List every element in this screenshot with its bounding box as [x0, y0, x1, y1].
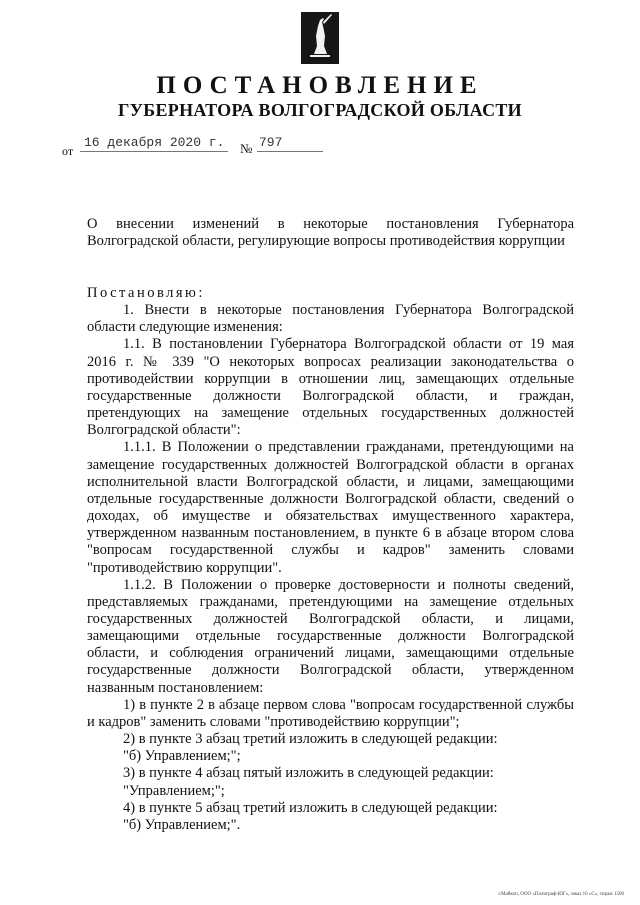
- print-imprint: г.Майкоп, ООО «Полиграф-ЮГ», заказ 10 «С», тираж 1500: [498, 892, 624, 897]
- subitem-4: 4) в пункте 5 абзац третий изложить в следующей редакции:: [123, 799, 498, 816]
- decree-word: Постановляю:: [87, 285, 205, 301]
- date-prefix-label: от: [62, 144, 74, 158]
- issuer-title: ГУБЕРНАТОРА ВОЛГОГРАДСКОЙ ОБЛАСТИ: [118, 100, 522, 120]
- subitem-1: 1) в пункте 2 в абзаце первом слова "вопросам государственной службы и кадров" заменить словами "противодействию коррупции";: [87, 696, 574, 730]
- paragraph-1-1-1: 1.1.1. В Положении о представлении гражданами, претендующими на замещение государственных должностей Волгоградской области в органах исполнительной власти Волгоградской области, и лицами, замещающими отдельные государственные должности Волгоградской области, сведений о доходах, об имуществе и обязательствах имущественного характера, утвержденном названным постановлением, в пункте 6 в абзаце втором слова "вопросам государственной службы и кадров" заменить словами "противодействию коррупции".: [87, 439, 574, 576]
- paragraph-1-1-2: 1.1.2. В Положении о проверке достоверности и полноты сведений, представляемых гражданами, претендующими на замещение отдельных государственных должностей Волгоградской области, и лицами, замещающими отдельные государственные должности Волгоградской области, и соблюдения ограничений лицами, замещающими отдельные государственные должности Волгоградской области, утвержденном названным постановлением:: [87, 576, 574, 696]
- document-type-title: ПОСТАНОВЛЕНИЕ: [156, 72, 484, 99]
- subitem-2: 2) в пункте 3 абзац третий изложить в следующей редакции:: [123, 731, 498, 748]
- decree-subject: О внесении изменений в некоторые постановления Губернатора Волгоградской области, регулирующие вопросы противодействия коррупции: [87, 216, 574, 249]
- motherland-statue-icon: [301, 12, 339, 64]
- subitem-2-text: "б) Управлением;";: [123, 748, 241, 765]
- subitem-3-text: "Управлением;";: [123, 782, 225, 799]
- paragraph-1: 1. Внести в некоторые постановления Губернатора Волгоградской области следующие изменения:: [87, 302, 574, 336]
- decree-number-field: 797: [257, 134, 323, 152]
- decree-body: [87, 285, 574, 834]
- subitem-4-text: "б) Управлением;".: [123, 816, 241, 833]
- decree-date-field: 16 декабря 2020 г.: [80, 134, 228, 152]
- number-sign-label: №: [240, 141, 253, 156]
- paragraph-1-1: 1.1. В постановлении Губернатора Волгоградской области от 19 мая 2016 г. № 339 "О некоторых вопросах реализации законодательства о противодействии коррупции в отношении лиц, замещающих отдельные государственные должности Волгоградской области, и граждан, претендующих на замещение отдельных государственных должностей Волгоградской области":: [87, 336, 574, 439]
- subitem-3: 3) в пункте 4 абзац пятый изложить в следующей редакции:: [123, 765, 494, 782]
- coat-of-arms-emblem: [301, 12, 339, 64]
